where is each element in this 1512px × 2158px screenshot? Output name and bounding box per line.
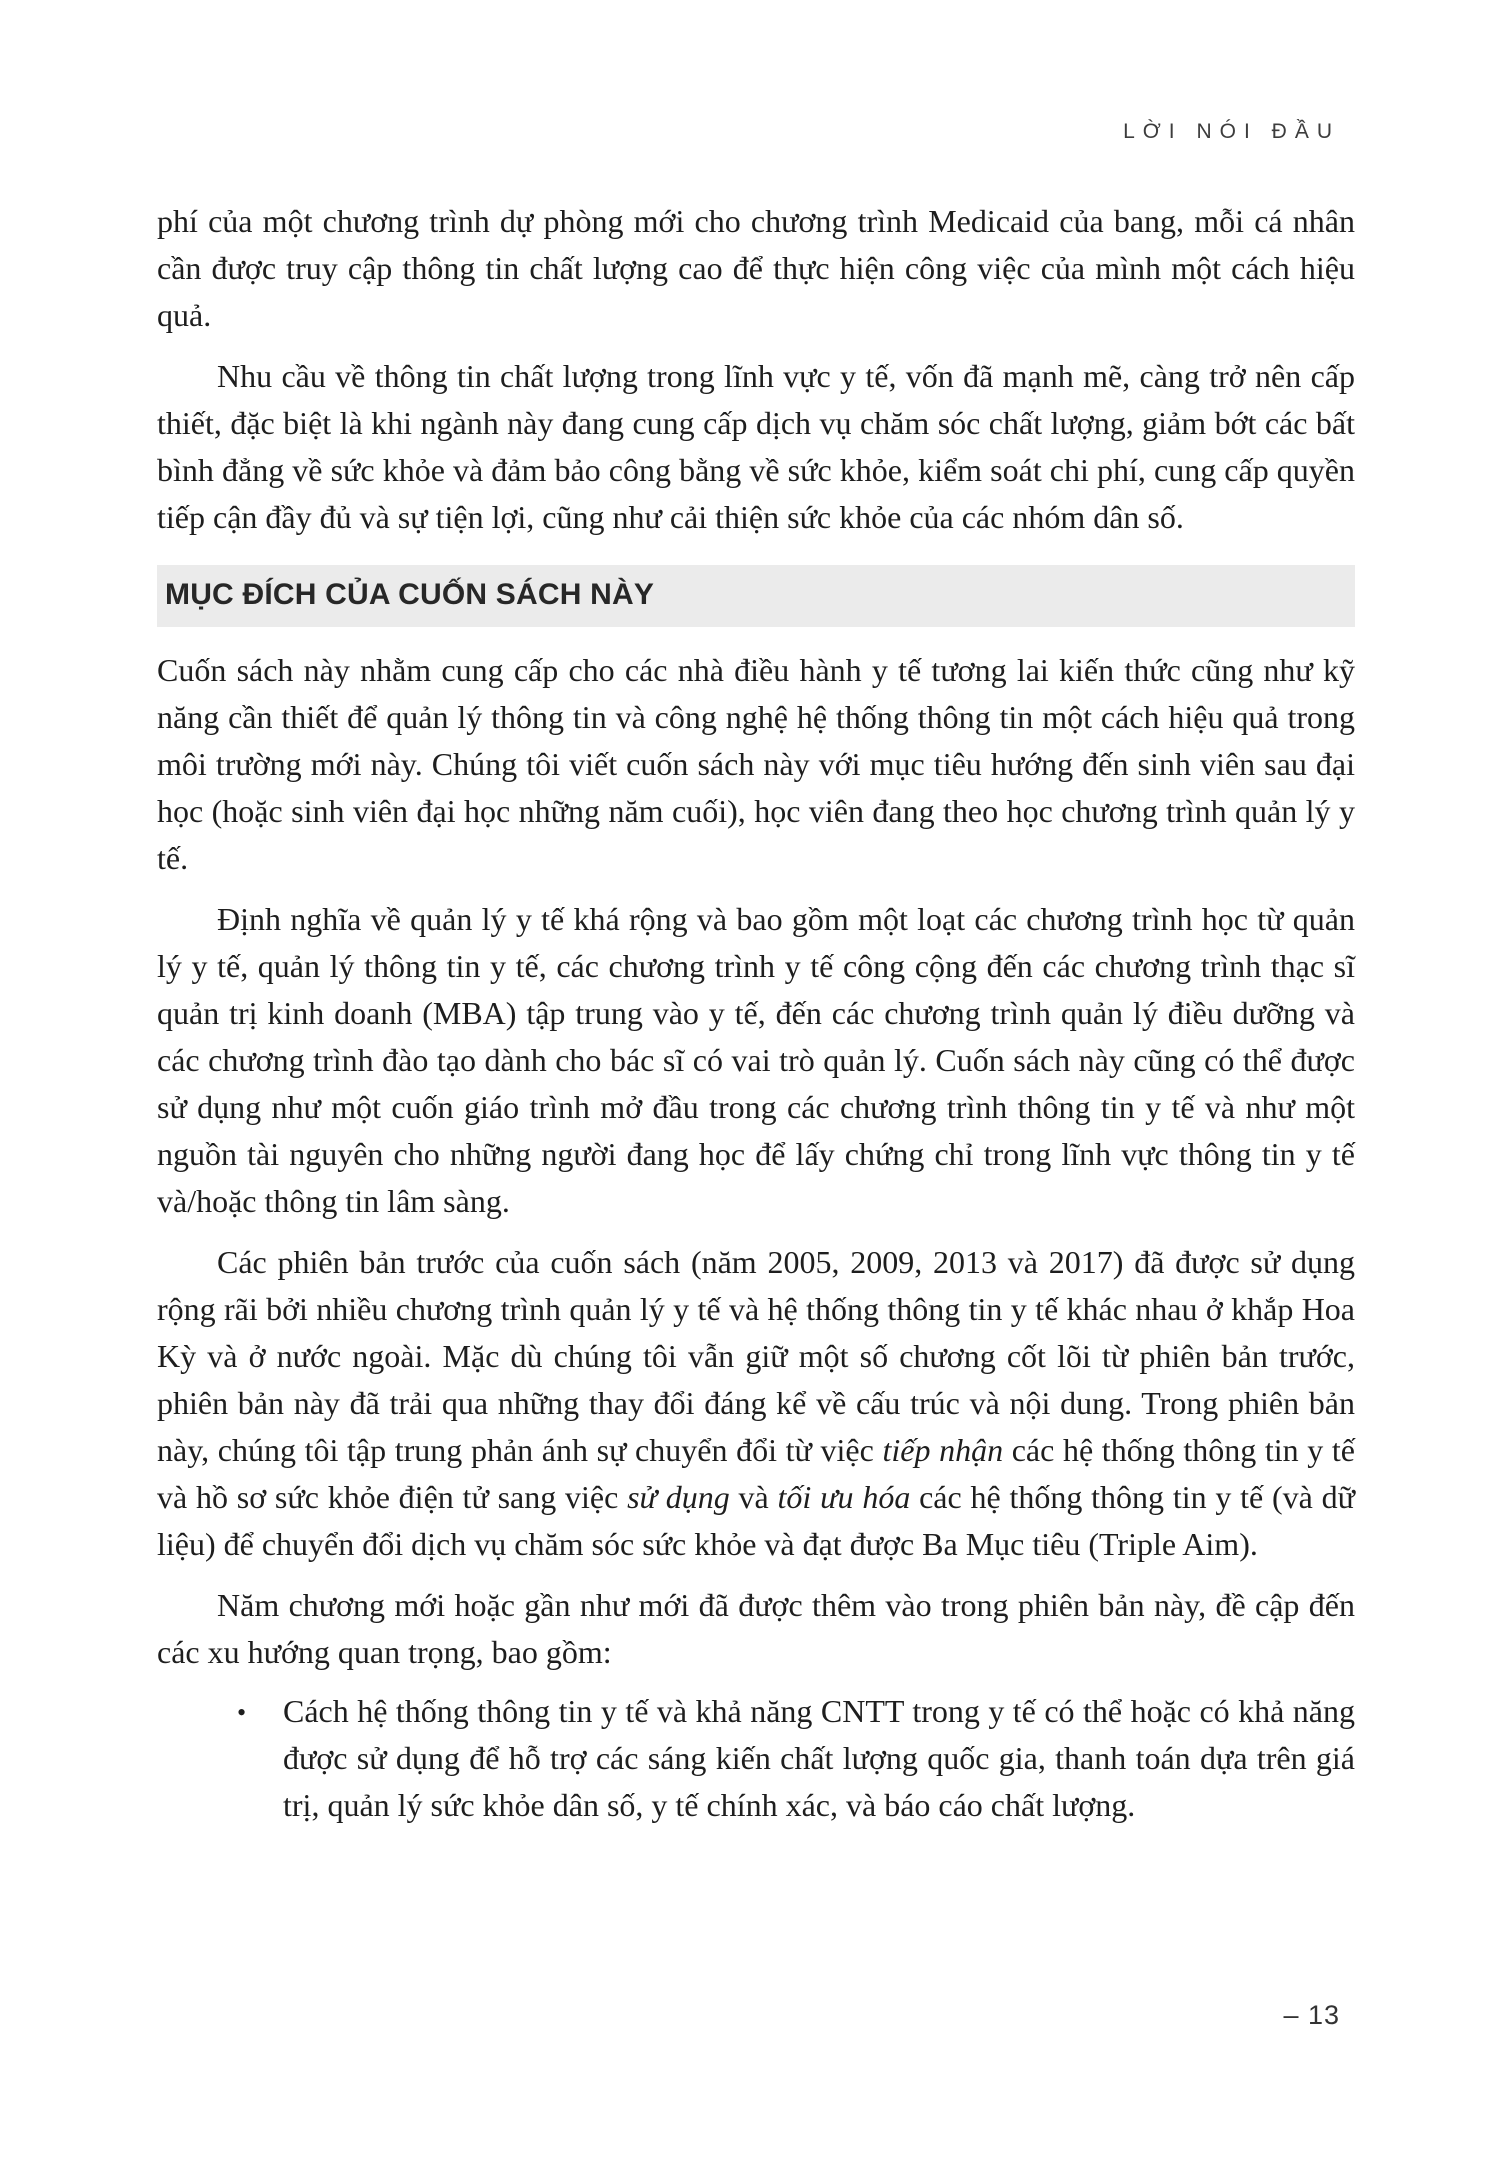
text-segment: các hệ thống thông tin y tế (và dữ liệu) để chuyển đổi dịch vụ chăm sóc sức khỏe và đạt được Ba Mục tiêu (Triple Aim).	[157, 1479, 1356, 1562]
bullet-text: Cách hệ thống thông tin y tế và khả năng CNTT trong y tế có thể hoặc có khả năng được sử dụng để hỗ trợ các sáng kiến chất lượng quốc gia, thanh toán dựa trên giá trị, quản lý sức khỏe dân số, y tế chính xác, và báo cáo chất lượng.	[283, 1693, 1355, 1823]
list-item	[157, 1688, 1355, 1829]
section-heading-bar	[157, 565, 1355, 627]
text-segment: và	[729, 1479, 778, 1515]
running-header: LỜI NÓI ĐẦU	[1123, 120, 1340, 143]
paragraph-6: Năm chương mới hoặc gần như mới đã được thêm vào trong phiên bản này, đề cập đến các xu hướng quan trọng, bao gồm:	[157, 1587, 1355, 1670]
paragraph-3: Cuốn sách này nhằm cung cấp cho các nhà điều hành y tế tương lai kiến thức cũng như kỹ năng cần thiết để quản lý thông tin và công nghệ hệ thống thông tin một cách hiệu quả trong môi trường mới này. Chúng tôi viết cuốn sách này với mục tiêu hướng đến sinh viên sau đại học (hoặc sinh viên đại học những năm cuối), học viên đang theo học chương trình quản lý y tế.	[157, 652, 1355, 876]
paragraph-5	[157, 1239, 1355, 1568]
paragraph-2: Nhu cầu về thông tin chất lượng trong lĩnh vực y tế, vốn đã mạnh mẽ, càng trở nên cấp thiết, đặc biệt là khi ngành này đang cung cấp dịch vụ chăm sóc chất lượng, giảm bớt các bất bình đẳng về sức khỏe và đảm bảo công bằng về sức khỏe, kiểm soát chi phí, cung cấp quyền tiếp cận đầy đủ và sự tiện lợi, cũng như cải thiện sức khỏe của các nhóm dân số.	[157, 358, 1355, 535]
text-segment: Các phiên bản trước của cuốn sách (năm 2005, 2009, 2013 và 2017) đã được sử dụng rộng rãi bởi nhiều chương trình quản lý y tế và hệ thống thông tin y tế khác nhau ở khắp Hoa Kỳ và ở nước ngoài. Mặc dù chúng tôi vẫn giữ một số chương cốt lõi từ phiên bản trước, phiên bản này đã trải qua những thay đổi đáng kể về cấu trúc và nội dung. Trong phiên bản này, chúng tôi tập trung phản ánh sự chuyển đổi từ việc	[157, 1244, 1355, 1468]
bullet-icon: •	[237, 1698, 247, 1727]
bullet-list	[157, 1688, 1355, 1829]
content-column	[157, 198, 1355, 1829]
paragraph-4: Định nghĩa về quản lý y tế khá rộng và bao gồm một loạt các chương trình học từ quản lý y tế, quản lý thông tin y tế, các chương trình y tế công cộng đến các chương trình thạc sĩ quản trị kinh doanh (MBA) tập trung vào y tế, đến các chương trình quản lý điều dưỡng và các chương trình đào tạo dành cho bác sĩ có vai trò quản lý. Cuốn sách này cũng có thể được sử dụng như một cuốn giáo trình mở đầu trong các chương trình thông tin y tế và như một nguồn tài nguyên cho những người đang học để lấy chứng chỉ trong lĩnh vực thông tin y tế và/hoặc thông tin lâm sàng.	[157, 901, 1355, 1219]
section-heading: MỤC ĐÍCH CỦA CUỐN SÁCH NÀY	[165, 578, 655, 611]
text-segment-italic: sử dụng	[627, 1479, 730, 1515]
text-segment: các hệ thống thông tin y tế và hồ sơ sức khỏe điện tử sang việc	[157, 1432, 1356, 1515]
text-segment-italic: tiếp nhận	[882, 1432, 1004, 1468]
paragraph-1: phí của một chương trình dự phòng mới cho chương trình Medicaid của bang, mỗi cá nhân cần được truy cập thông tin chất lượng cao để thực hiện công việc của mình một cách hiệu quả.	[157, 203, 1355, 333]
text-segment-italic: tối ưu hóa	[777, 1479, 911, 1515]
page-number: – 13	[1283, 2000, 1340, 2030]
